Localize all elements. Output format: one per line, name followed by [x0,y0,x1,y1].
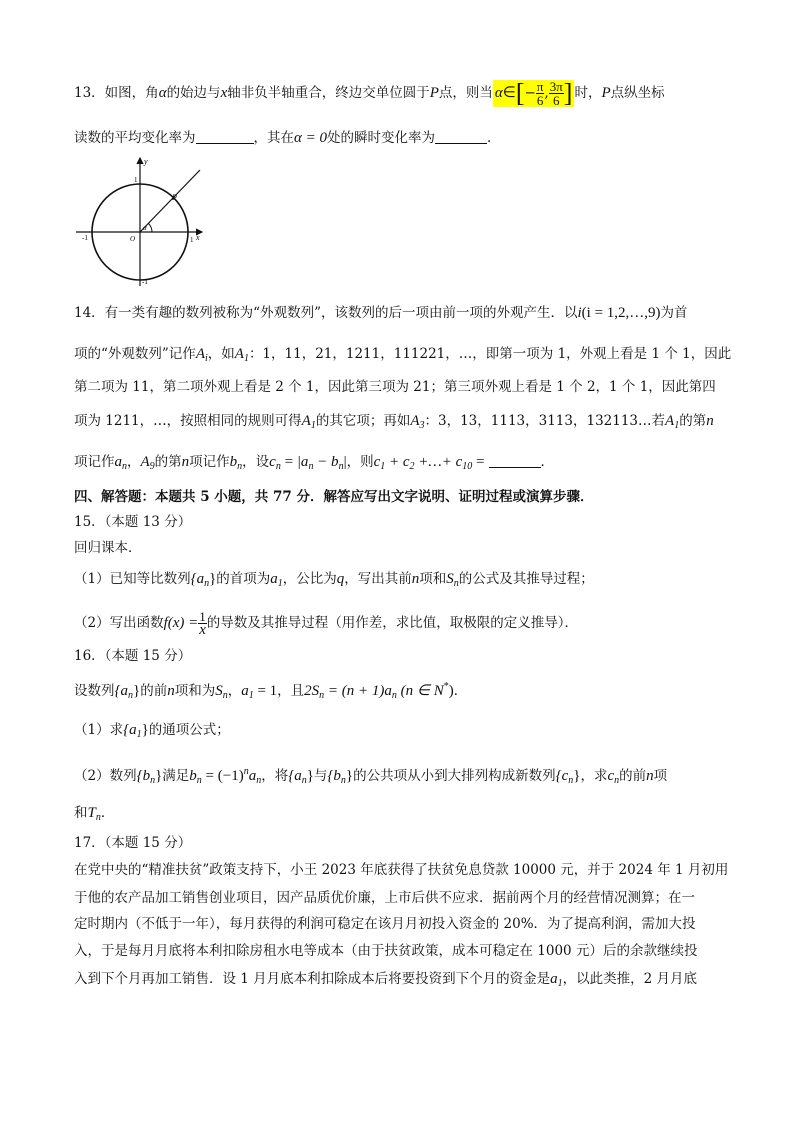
x-symbol: x [220,85,228,101]
q14-text: 项为 1211，…，按照相同的规则可得 [74,413,302,429]
q16-text: （2）数列 [74,768,137,784]
p-symbol: P [601,85,611,101]
relation-close: ) [448,683,454,699]
q14-line-4 [74,411,714,436]
sub-1: 1 [674,420,680,431]
q14-text: 的第 [679,413,707,429]
fig-label-alpha: α [143,224,147,232]
an-set: {a [190,571,205,587]
q16-text: 的通项公式； [148,722,230,738]
bn-set: {b [136,768,151,784]
frac-den: x [199,622,206,638]
q16-text: 和 [74,805,88,821]
sub-n: n [614,775,620,786]
q14-text: 的第 [154,454,182,470]
relation-lhs: 2S [304,683,320,699]
left-bracket: [ [515,78,525,108]
fig-label-neg1-left: -1 [82,234,88,242]
q13-text: ，其在 [253,130,294,146]
q16-text: 的前 [140,683,168,699]
frac-den: 6 [536,93,544,108]
q13-text: 点纵坐标 [610,85,665,101]
q14-text: ，则 [346,454,374,470]
answer-blank [489,453,541,468]
q14-text: 项记作 [189,454,230,470]
q16-part-2 [74,762,667,791]
q16-text: 的前 [619,768,647,784]
frac-num: π [536,79,544,94]
q16-text: ，将 [261,768,289,784]
fig-label-neg1-bottom: -1 [142,278,148,286]
q14-text: ：1，11，21，1211，111221，…，即第一项为 1，外观上看是 1 个 1，因此 [248,346,732,362]
right-bracket: ] [563,78,573,108]
q16-text: 满足 [162,768,190,784]
cn-symbol: c [607,768,615,784]
a1-symbol: a [550,971,558,987]
answer-blank [435,129,487,144]
frac-den: 6 [553,93,560,108]
equals: = [472,454,485,470]
q16-text: （1）求 [74,722,124,738]
q15-text: 项和 [419,571,447,587]
n-symbol: n [706,413,714,429]
q17-line-5 [74,969,697,994]
q16-text: 的公共项从小到大排列构成新数列 [353,768,556,784]
n-symbol: n [646,768,654,784]
an-set: {a [114,683,128,699]
bn-symbol: b [189,768,197,784]
q14-text: 项的“外观数列”记作 [74,346,196,362]
fraction-neg-pi-6 [536,80,545,107]
q16-text: ，且 [277,683,305,699]
period: ． [487,130,501,146]
a3-symbol: A [410,413,420,429]
bn-set: {b [327,768,341,784]
n-symbol: n [167,683,175,699]
sub-3: 3 [419,420,425,431]
sub-1: 1 [277,578,283,589]
sub-n: n [222,690,228,701]
q14-text: ：3，13，1113，3113，132113…若 [424,413,666,429]
sub-n: n [128,690,133,701]
q16-part-1 [74,720,230,745]
sub-1: 1 [310,420,316,431]
q16-text: ， [227,683,242,699]
sub-n: n [122,461,127,472]
sub-n: n [204,578,210,589]
a9-symbol: A [140,454,150,470]
fig-label-x: x [196,233,200,242]
q14-text: 为首 [660,305,688,321]
frac-num: 1 [199,609,206,624]
sub-n: n [256,775,262,786]
an-symbol: a [248,768,257,784]
q14-line-5 [74,452,554,477]
a1-symbol: a [241,683,249,699]
q13-text: 的始边与 [166,85,221,101]
fig-label-y: y [144,157,148,166]
q15-heading: 15．（本题 13 分） [74,514,192,530]
q16-heading: 16．（本题 15 分） [74,648,192,664]
alpha-zero: α = 0 [294,130,327,146]
q13-text: 读数的平均变化率为 [74,130,196,146]
q17-line-4: 入，于是每月月底将本利扣除房租水电等成本（由于扶贫政策，成本可稳定在 1000 元）后的余款继续投 [74,943,698,959]
q16-last-line [74,803,114,828]
q15-text: 的首项为 [216,571,271,587]
a1-symbol: A [234,346,244,362]
set-close: } [306,768,314,784]
a1-value: = 1 [253,683,278,699]
sup-n: n [243,766,249,777]
q15-text: （2）写出函数 [74,615,164,631]
sub-n: n [95,812,101,823]
unit-circle-figure [74,154,214,290]
q17-text: 入到下个月再加工销售．设 1 月月底本利扣除成本后将要投资到下个月的资金是 [74,971,551,987]
relation-cond: (n ∈ N [396,683,444,699]
sub-i: i [204,353,208,364]
set-close: } [141,722,149,738]
fraction-1-over-x [198,610,207,637]
a-n-symbol: a [114,454,122,470]
q16-text: 与 [313,768,328,784]
q17-heading: 17．（本题 15 分） [74,835,192,851]
p-symbol: P [429,85,439,101]
sub-n: n [275,461,281,472]
sub-n: n [568,775,574,786]
q16-text: 项和为 [174,683,216,699]
q16-line-1 [74,677,467,706]
q13-line-2 [74,128,501,148]
q16-text: ． [453,683,468,699]
i-symbol: i [577,305,582,321]
q15-part-1 [74,569,594,594]
q13-text: 点，则当 [438,85,493,101]
q16-text: 设数列 [74,683,115,699]
cn-set: {c [555,768,569,784]
sub-1: 1 [557,978,563,989]
fig-label-one-right: 1 [190,236,194,244]
sub-1: 1 [248,690,254,701]
sub-1: 1 [136,729,142,740]
fx-expression: f(x) = [163,615,199,631]
sub-n: n [338,461,344,472]
q-symbol: q [336,571,345,587]
alpha-symbol: α [158,85,167,101]
abs-open: |a [296,454,309,470]
q17-text: ，以此类推，2 月月底 [562,971,698,987]
sub-1: 1 [243,353,249,364]
i-condition: (i = 1,2,…,9) [581,305,661,321]
sub-n: n [237,461,243,472]
q14-text: ， [127,454,141,470]
sub-10: 10 [462,461,473,472]
c1-symbol: c [373,454,381,470]
n-symbol: n [181,454,190,470]
angle-arc [149,224,153,233]
sub-n: n [453,578,459,589]
b-n-symbol: b [229,454,238,470]
sub-2: 2 [409,461,415,472]
sn-symbol: S [446,571,454,587]
q14-text: 14．有一类有趣的数列被称为“外观数列”，该数列的后一项由前一项的外观产生．以 [74,305,578,321]
fig-label-one-top: 1 [134,176,138,184]
set-close: } [155,768,163,784]
an-set: {a [123,722,137,738]
a1-symbol: A [665,413,675,429]
q13-text: 轴非负半轴重合，终边交单位圆于 [227,85,430,101]
q13-text: 处的瞬时变化率为 [327,130,435,146]
highlighted-interval: α∈[− $\frac{\pi}{6}$ , $\frac{3\pi}{6}$ ] [494,78,573,108]
terminal-side [140,170,200,232]
q13-line-1 [74,80,665,107]
q15-text: 的公式及其推导过程； [458,571,594,587]
abs-mid: − b [313,454,339,470]
q16-text: 项 [653,768,668,784]
set-close: } [133,683,141,699]
set-close: } [209,571,217,587]
q14-text: 项记作 [74,454,115,470]
relation-rhs: = (n + 1)a [324,683,392,699]
q13-text: 时， [574,85,602,101]
an-set: {a [288,768,302,784]
a-i-symbol: A [195,346,205,362]
c10-symbol: +…+ c [414,454,463,470]
sub-1: 1 [380,461,386,472]
q14-text: ，设 [242,454,270,470]
bn-relation: = (−1) [201,768,244,784]
q15-intro: 回归课本． [74,540,142,556]
q15-text: （1）已知等比数列 [74,571,191,587]
q14-text: 第二项为 11，第二项外观上看是 2 个 1，因此第三项为 21；第三项外观上看是 1 个 2，1 个 1，因此第四 [74,379,716,395]
q14-text: ，如 [207,346,235,362]
sub-n: n [301,775,307,786]
q16-text: ，求 [580,768,608,784]
fig-label-o: O [130,235,136,243]
q15-part-2 [74,610,578,637]
abs-close: | [343,454,347,470]
section-4-heading: 四、解答题：本题共 5 小题，共 77 分．解答应写出文字说明、证明过程或演算步骤． [74,489,594,505]
tn-symbol: T [87,805,96,821]
answer-blank [196,129,254,144]
sub-n: n [196,775,202,786]
q17-line-1: 在党中央的“精准扶贫”政策支持下，小王 2023 年底获得了扶贫免息贷款 10000 元，并于 2024 年 1 月初用 [74,862,729,878]
fig-label-p: P [172,193,177,202]
q14-line-2 [74,344,731,369]
sub-n: n [308,461,314,472]
a1-symbol: A [301,413,311,429]
set-close: } [345,768,354,784]
q16-text: ． [100,805,115,821]
equals: = [280,454,297,470]
alpha-symbol: α [494,85,503,101]
set-close: } [573,768,581,784]
sub-n: n [340,775,346,786]
c2-symbol: + c [385,454,410,470]
frac-num: 3π [549,79,563,94]
n-symbol: n [411,571,420,587]
fraction-3pi-6 [549,80,564,107]
q17-line-2: 于他的农产品加工销售创业项目，因产品质优价廉，上市后供不应求．据前两个月的经营情况测算；在一 [74,890,695,906]
q14-line-3 [74,377,716,397]
q13-text: 13．如图，角 [74,85,159,101]
period: ． [540,454,554,470]
sn-symbol: S [215,683,223,699]
q15-text: 的导数及其推导过程（用作差，求比值，取极限的定义推导）． [206,615,579,631]
sub-n: n [391,690,397,701]
c-n-symbol: c [269,454,276,470]
q14-line-1 [74,303,688,323]
q15-text: ，写出其前 [344,571,412,587]
sub-n: n [319,690,325,701]
sub-9: 9 [149,461,155,472]
a1-symbol: a [270,571,278,587]
q15-text: ，公比为 [282,571,337,587]
sub-n: n [150,775,156,786]
belongs-symbol: ∈ [502,85,516,101]
sup-star: * [443,681,449,692]
q14-text: 的其它项；再如 [315,413,411,429]
q17-line-3: 定时期内（不低于一年），每月获得的利润可稳定在该月月初投入资金的 20%．为了提高利润，需加大投 [74,916,696,932]
